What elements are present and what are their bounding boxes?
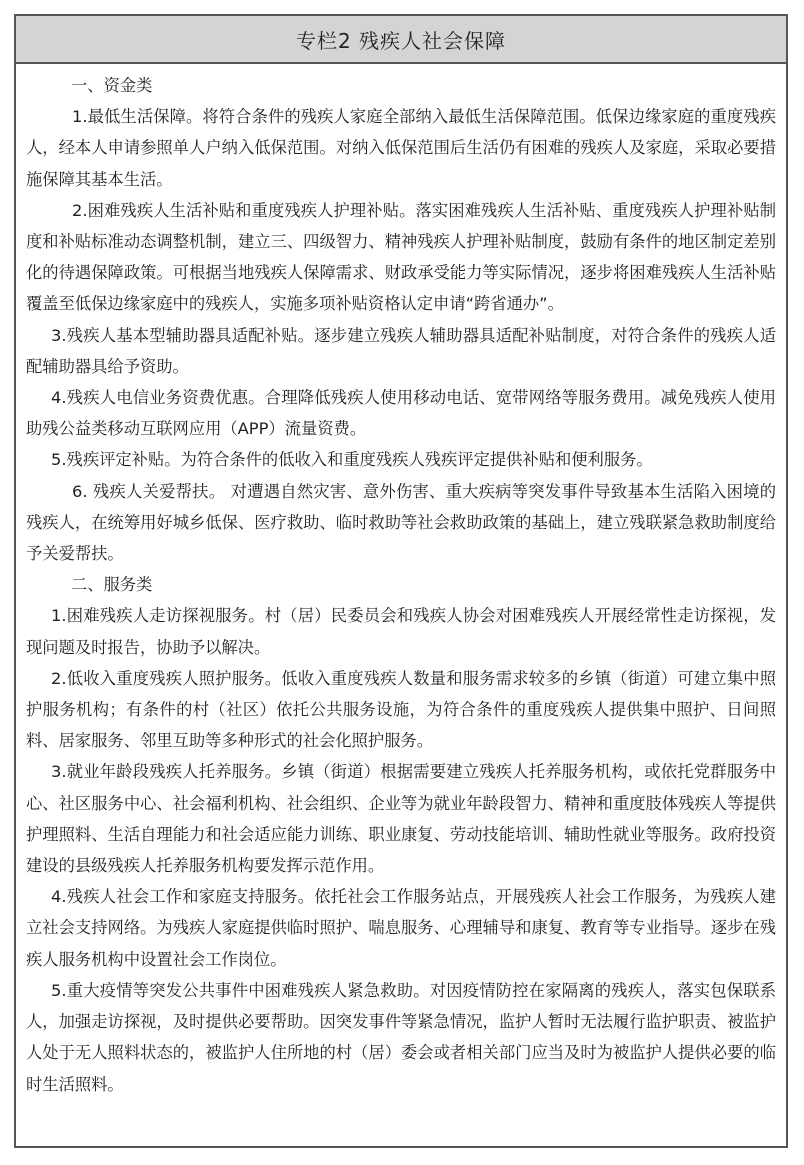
column-content [16,64,786,1100]
paragraph: 3.残疾人基本型辅助器具适配补贴。逐步建立残疾人辅助器具适配补贴制度，对符合条件的残疾人适配辅助器具给予资助。 [26,325,776,376]
paragraph: 3.就业年龄段残疾人托养服务。乡镇（街道）根据需要建立残疾人托养服务机构，或依托党群服务中心、社区服务中心、社会福利机构、社会组织、企业等为就业年龄段智力、精神和重度肢体残疾人等提供护理照料、生活自理能力和社会适应能力训练、职业康复、劳动技能培训、辅助性就业等服务。政府投资建设的县级残疾人托养服务机构要发挥示范作用。 [26,762,776,876]
paragraph: 2.低收入重度残疾人照护服务。低收入重度残疾人数量和服务需求较多的乡镇（街道）可建立集中照护服务机构；有条件的村（社区）依托公共服务设施，为符合条件的重度残疾人提供集中照护、日间照料、居家服务、邻里互助等多种形式的社会化照护服务。 [26,668,776,751]
paragraph: 4.残疾人社会工作和家庭支持服务。依托社会工作服务站点，开展残疾人社会工作服务，为残疾人建立社会支持网络。为残疾人家庭提供临时照护、喘息服务、心理辅导和康复、教育等专业指导。逐步在残疾人服务机构中设置社会工作岗位。 [26,887,776,969]
paragraph: 6. 残疾人关爱帮扶。 对遭遇自然灾害、意外伤害、重大疾病等突发事件导致基本生活陷入困境的残疾人，在统筹用好城乡低保、医疗救助、临时救助等社会救助政策的基础上，建立残联紧急救助制度给予关爱帮扶。 [26,481,776,564]
paragraph: 1.困难残疾人走访探视服务。村（居）民委员会和残疾人协会对困难残疾人开展经常性走访探视，发现问题及时报告，协助予以解决。 [26,606,776,657]
section-heading: 一、资金类 [71,76,153,95]
paragraph: 2.困难残疾人生活补贴和重度残疾人护理补贴。落实困难残疾人生活补贴、重度残疾人护理补贴制度和补贴标准动态调整机制，建立三、四级智力、精神残疾人护理补贴制度，鼓励有条件的地区制定差别化的待遇保障政策。可根据当地残疾人保障需求、财政承受能力等实际情况，逐步将困难残疾人生活补贴覆盖至低保边缘家庭中的残疾人，实施多项补贴资格认定申请“跨省通办”。 [26,200,776,314]
section-heading: 二、服务类 [71,575,153,595]
column-title: 专栏2 残疾人社会保障 [16,16,786,64]
column-box [14,14,788,1148]
paragraph: 5.残疾评定补贴。为符合条件的低收入和重度残疾人残疾评定提供补贴和便利服务。 [51,450,653,470]
paragraph: 4.残疾人电信业务资费优惠。合理降低残疾人使用移动电话、宽带网络等服务费用。减免残疾人使用助残公益类移动互联网应用（APP）流量资费。 [26,388,776,439]
paragraph: 5.重大疫情等突发公共事件中困难残疾人紧急救助。对因疫情防控在家隔离的残疾人，落实包保联系人，加强走访探视，及时提供必要帮助。因突发事件等紧急情况，监护人暂时无法履行监护职责、被监护人处于无人照料状态的，被监护人住所地的村（居）委会或者相关部门应当及时为被监护人提供必要的临时生活照料。 [26,980,776,1094]
paragraph: 1.最低生活保障。将符合条件的残疾人家庭全部纳入最低生活保障范围。低保边缘家庭的重度残疾人，经本人申请参照单人户纳入低保范围。对纳入低保范围后生活仍有困难的残疾人及家庭，采取必要措施保障其基本生活。 [26,107,776,189]
